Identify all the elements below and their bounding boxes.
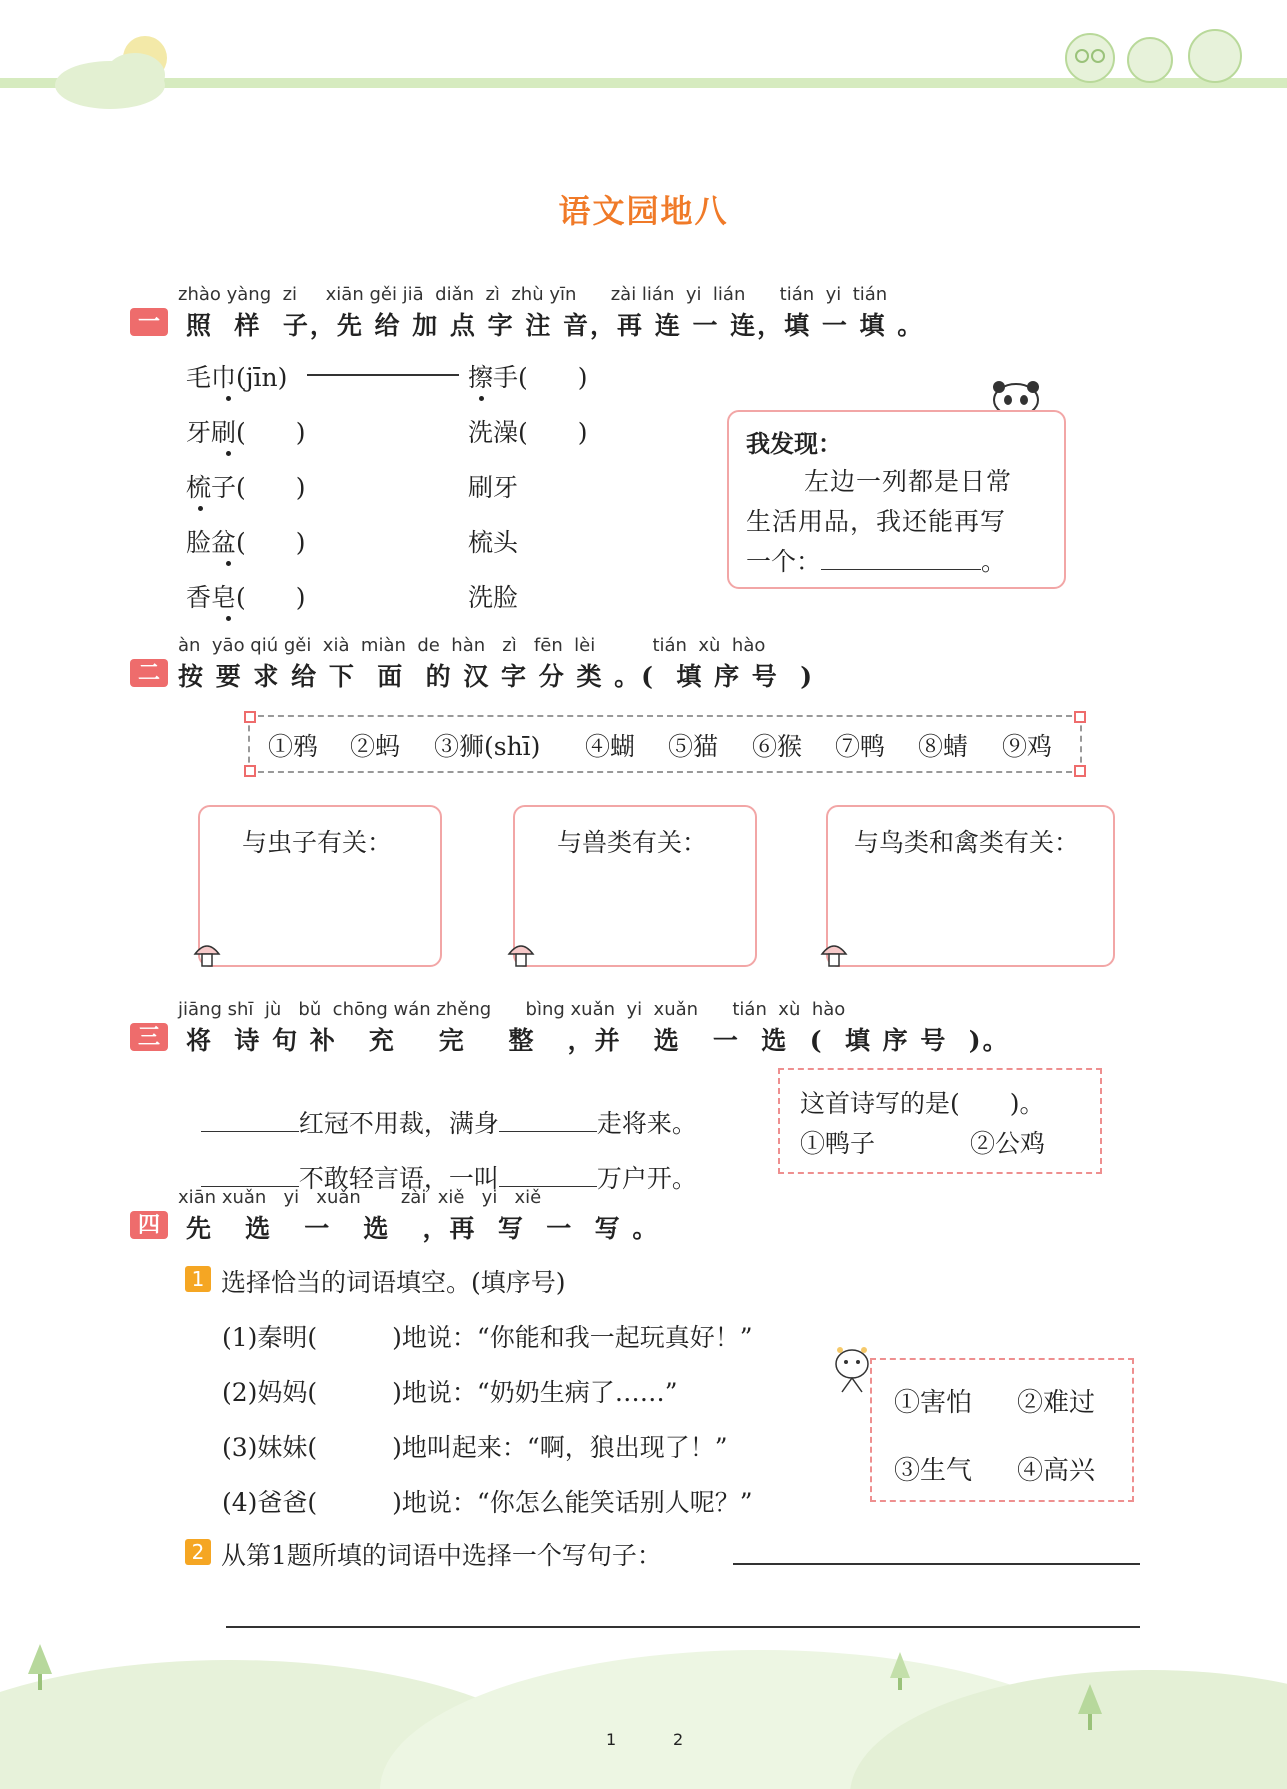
- word-option[interactable]: ③生气: [894, 1456, 973, 1486]
- category-label: 与兽类有关：: [557, 828, 708, 857]
- q1-right-item: 刷牙: [468, 473, 519, 502]
- category-label: 与虫子有关：: [242, 828, 393, 857]
- answer-blank[interactable]: [821, 549, 981, 570]
- answer-blank[interactable]: [201, 1109, 299, 1132]
- category-label: 与鸟类和禽类有关：: [854, 828, 1080, 857]
- choice-question: 这首诗写的是( )。: [800, 1089, 1045, 1118]
- q1-heading: 照 样 子，先 给 加 点 字 注 音，再 连 一 连，填 一 填 。: [186, 311, 925, 340]
- page-title: 语文园地八: [558, 192, 729, 230]
- poem-text: 走将来。: [596, 1109, 697, 1138]
- word-item: ③狮(shī): [434, 732, 541, 761]
- discover-fill-line: [746, 542, 1006, 578]
- word-bank: [248, 715, 1082, 773]
- word-options-box: [870, 1358, 1134, 1502]
- discover-suffix: 。: [981, 547, 1007, 576]
- poem-choice-box: [778, 1068, 1102, 1174]
- category-box-birds[interactable]: [826, 805, 1115, 967]
- word-item: ④蝴: [585, 732, 636, 761]
- poem-text: 红冠不用裁，满身: [298, 1109, 499, 1138]
- sun-cloud-icon: [40, 30, 190, 110]
- q2-heading: 按 要 求 给 下 面 的 汉 字 分 类 。( 填 序 号 ): [178, 662, 815, 691]
- category-box-insects[interactable]: [198, 805, 442, 967]
- word-item: ①鸦: [268, 732, 319, 761]
- q1-left-item: 牙刷( ): [186, 418, 306, 447]
- q1-left-item: 梳子( ): [186, 473, 306, 502]
- q2-badge: 二: [130, 659, 168, 687]
- word-item: ⑧蜻: [918, 732, 969, 761]
- word-item: ②蚂: [350, 732, 401, 761]
- tree-icon: [1060, 1680, 1120, 1740]
- discover-text: 生活用品，我还能再写: [746, 507, 1007, 536]
- choice-option[interactable]: ①鸭子: [800, 1129, 876, 1158]
- discover-box: [727, 410, 1066, 589]
- q1-badge: 一: [130, 308, 168, 336]
- q2-pinyin: àn yāo qiú gěi xià miàn de hàn zì fēn lèi tián xù hào: [178, 635, 766, 656]
- poem-text: 不敢轻言语，一叫: [298, 1164, 499, 1193]
- frame-corner: [1074, 711, 1086, 723]
- fill-sentence: (1)秦明( )地说：“你能和我一起玩真好！”: [222, 1323, 753, 1352]
- discover-prefix: 一个：: [746, 547, 822, 576]
- sub-question-number: 2: [185, 1539, 211, 1565]
- word-item: ⑥猴: [752, 732, 803, 761]
- q4-heading: 先 选 一 选 ，再 写 一 写 。: [186, 1214, 660, 1243]
- emphasis-dot: [226, 396, 231, 401]
- cartoon-animals-icon: [1050, 18, 1260, 88]
- fill-sentence: (4)爸爸( )地说：“你怎么能笑话别人呢？”: [222, 1488, 753, 1517]
- q1-pinyin: zhào yàng zi xiān gěi jiā diǎn zì zhù yīn zài lián yi lián tián yi tián: [178, 284, 888, 305]
- mushroom-icon: [820, 938, 860, 970]
- mushroom-icon: [507, 938, 547, 970]
- q1-left-item: 脸盆( ): [186, 528, 306, 557]
- page-number: 1: [606, 1730, 617, 1749]
- emphasis-dot: [226, 616, 231, 621]
- cartoon-giraffe-icon: [828, 1342, 876, 1404]
- answer-blank[interactable]: [499, 1109, 597, 1132]
- category-box-beasts[interactable]: [513, 805, 757, 967]
- answer-blank[interactable]: [201, 1164, 299, 1187]
- poem-text: 万户开。: [596, 1164, 697, 1193]
- word-option[interactable]: ②难过: [1017, 1388, 1096, 1418]
- emphasis-dot: [198, 506, 203, 511]
- q4-pinyin: xiān xuǎn yi xuǎn zài xiě yi xiě: [178, 1187, 542, 1208]
- poem-line-2: [185, 1130, 697, 1195]
- q1-right-item: 洗脸: [468, 583, 519, 612]
- sub-question-number: 1: [185, 1266, 211, 1292]
- q3-heading: 将 诗 句 补 充 完 整 ，并 选 一 选 ( 填 序 号 )。: [186, 1026, 1010, 1055]
- bottom-landscape: [0, 1640, 1287, 1789]
- q1-right-item: 洗澡( ): [468, 418, 588, 447]
- sub-question-text: 从第1题所填的词语中选择一个写句子：: [221, 1541, 662, 1570]
- word-option[interactable]: ①害怕: [894, 1388, 973, 1418]
- mushroom-icon: [193, 938, 233, 970]
- q1-right-item: 擦手( ): [468, 363, 588, 392]
- q4-badge: 四: [130, 1211, 168, 1239]
- discover-text: 左边一列都是日常: [804, 467, 1013, 496]
- q3-badge: 三: [130, 1023, 168, 1051]
- frame-corner: [1074, 765, 1086, 777]
- panda-icon: [990, 376, 1042, 412]
- fill-sentence: (3)妹妹( )地叫起来：“啊，狼出现了！”: [222, 1433, 728, 1462]
- frame-corner: [244, 765, 256, 777]
- sub-question-text: 选择恰当的词语填空。(填序号): [221, 1268, 566, 1297]
- word-item: ⑨鸡: [1002, 732, 1053, 761]
- q1-right-item: 梳头: [468, 528, 519, 557]
- fill-sentence: (2)妈妈( )地说：“奶奶生病了……”: [222, 1378, 678, 1407]
- discover-label: 我发现：: [746, 429, 842, 458]
- answer-blank[interactable]: [499, 1164, 597, 1187]
- answer-line[interactable]: [226, 1626, 1140, 1628]
- page-number: 2: [673, 1730, 684, 1749]
- word-option[interactable]: ④高兴: [1017, 1456, 1096, 1486]
- q3-pinyin: jiāng shī jù bǔ chōng wán zhěng bìng xuǎn yi xuǎn tián xù hào: [178, 999, 846, 1020]
- tree-icon: [880, 1650, 920, 1700]
- word-item: ⑤猫: [668, 732, 719, 761]
- frame-corner: [244, 711, 256, 723]
- q1-left-item: 香皂( ): [186, 583, 306, 612]
- emphasis-dot: [479, 396, 484, 401]
- emphasis-dot: [226, 561, 231, 566]
- choice-option[interactable]: ②公鸡: [970, 1129, 1046, 1158]
- q1-left-item: 毛巾(jīn): [186, 363, 288, 392]
- emphasis-dot: [226, 451, 231, 456]
- connect-line: [307, 374, 459, 376]
- answer-line[interactable]: [733, 1563, 1140, 1565]
- tree-icon: [10, 1640, 70, 1700]
- word-item: ⑦鸭: [835, 732, 886, 761]
